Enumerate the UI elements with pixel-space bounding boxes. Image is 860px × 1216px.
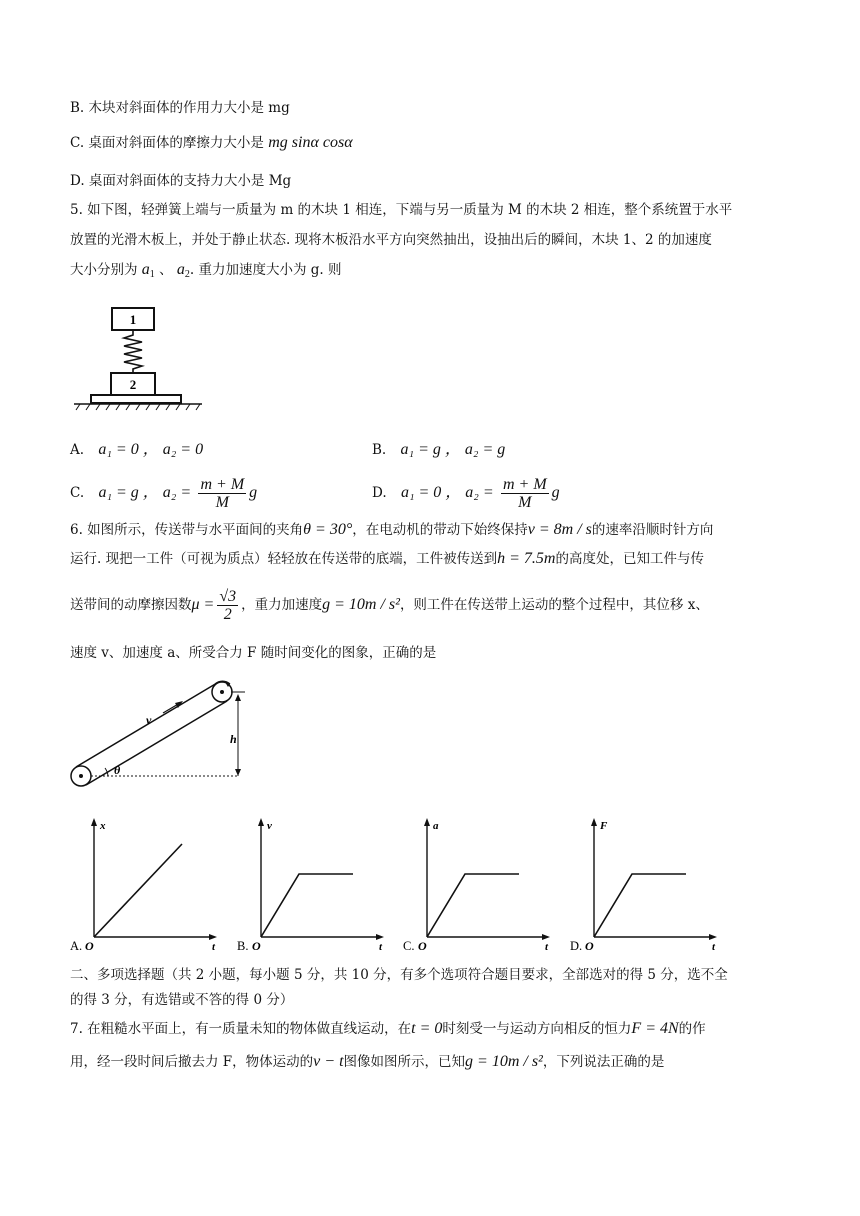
graph-2-xlabel: t [545,941,549,953]
mu-fraction: $\frac{√3}{2}$ [219,588,237,623]
graph-3-ylabel: F [600,820,608,832]
q6-stem-line4: 速度 v、加速度 a、所受合力 F 随时间变化的图象，正确的是 [70,645,437,661]
graph-3-xlabel: t [712,941,716,953]
q7-stem-line1: 7. 在粗糙水平面上，有一质量未知的物体做直线运动，在t = 0时刻受一与运动方向相反的恒力F = 4N的作 [70,1020,706,1037]
q5-option-d: D. a₁ = 0 ， a₂ = $\frac{m + M}{M}$ g [372,476,560,511]
graph-2-ylabel: a [433,820,439,832]
q5-option-a-label: A. [70,442,85,458]
graph-3-y-arrow [591,818,597,826]
graph-1-option: B. [237,939,249,953]
q5-option-b [372,440,505,460]
graph-2-curve [427,874,519,937]
graph-1-origin: O [252,939,261,953]
graph-3-option: D. [570,939,583,953]
q4-option-b: B. 木块对斜面体的作用力大小是 mg [70,100,290,116]
graph-2-y-arrow [424,818,430,826]
q4-option-c-text: C. 桌面对斜面体的摩擦力大小是 [70,135,264,151]
graph-2-x-arrow [542,934,550,940]
section2-line1: 二、多项选择题（共 2 小题，每小题 5 分，共 10 分，有多个选项符合题目要求，全部选对的得 5 分，选不全 [70,967,728,983]
q5-option-c-formula: a₁ = g ， a₂ = [98,484,192,501]
spring [124,330,142,373]
graph-1-curve [261,874,353,937]
q5-option-b-formula: a₁ = g ， a₂ = g [400,441,506,458]
q4-option-d: D. 桌面对斜面体的支持力大小是 Mg [70,173,292,189]
q5-option-a [70,440,203,460]
q5-option-c-label: C. [70,485,85,501]
block-2-label: 2 [129,377,137,392]
belt-h-label: h [230,732,237,746]
spring-block-figure [72,303,212,415]
ground-hatch [76,404,200,410]
q5-option-c-fraction: $\frac{m + M}{M}$ [200,476,245,511]
board [91,395,181,403]
q7-stem-line2: 用，经一段时间后撤去力 F，物体运动的v − t图像如图所示，已知g = 10m / s²，下列说法正确的是 [70,1053,665,1070]
graph-0-curve [94,844,182,937]
graph-0-ylabel: x [100,820,106,832]
graph-0-x-arrow [209,934,217,940]
block-1-label: 1 [129,312,137,327]
graph-0-y-arrow [91,818,97,826]
conveyor-belt-figure [68,680,268,792]
q5-option-d-formula: a₁ = 0 ， a₂ = [400,484,494,501]
q5-option-c: C. a₁ = g ， a₂ = $\frac{m + M}{M}$ g [70,476,258,511]
graph-1-x-arrow [376,934,384,940]
graph-3-curve [594,874,686,937]
graph-1-ylabel: v [267,820,272,832]
q6-graphs [66,815,726,955]
q5-stem-line2: 放置的光滑木板上，并处于静止状态. 现将木板沿水平方向突然抽出，设抽出后的瞬间，木块 1、2 的加速度 [70,232,712,248]
q5-option-b-label: B. [372,442,387,458]
q6-stem-line3: 送带间的动摩擦因数μ = $\frac{√3}{2}$ ，重力加速度g = 10m / s²，则工件在传送带上运动的整个过程中，其位移 x、 [70,588,709,623]
graph-2-origin: O [418,939,427,953]
graph-3-x-arrow [709,934,717,940]
q6-stem-line2: 运行. 现把一工件（可视为质点）轻轻放在传送带的底端，工件被传送到h = 7.5m的高度处，已知工件与传 [70,550,704,567]
q6-stem-line1: 6. 如图所示，传送带与水平面间的夹角θ = 30°，在电动机的带动下始终保持v = 8m / s的速率沿顺时针方向 [70,521,714,538]
q5-stem-line3-pre: 大小分别为 [70,262,138,278]
q5-option-d-fraction: $\frac{m + M}{M}$ [502,476,547,511]
section2-line2: 的得 3 分，有选错或不答的得 0 分） [70,992,294,1008]
q5-stem-line3-post: . 重力加速度大小为 g. 则 [189,262,342,278]
q5-stem-line3: 大小分别为 $a_1$ 、 $a_2$. 重力加速度大小为 g. 则 [70,261,342,280]
q5-option-d-label: D. [372,485,387,501]
graph-1-y-arrow [258,818,264,826]
q4-option-c [70,133,353,153]
graph-0-origin: O [85,939,94,953]
graph-0-option: A. [70,939,83,953]
q5-option-a-formula: a₁ = 0 ， a₂ = 0 [98,441,204,458]
graph-2-option: C. [403,939,415,953]
belt-theta-label: θ [114,763,121,777]
q5-stem-line1: 5. 如下图，轻弹簧上端与一质量为 m 的木块 1 相连，下端与另一质量为 M 的木块 2 相连，整个系统置于水平 [70,202,733,218]
graph-3-origin: O [585,939,594,953]
graph-1-xlabel: t [379,941,383,953]
graph-0-xlabel: t [212,941,216,953]
belt-v-label: v [146,713,152,727]
q4-option-c-formula: mg sinα cosα [268,134,353,151]
